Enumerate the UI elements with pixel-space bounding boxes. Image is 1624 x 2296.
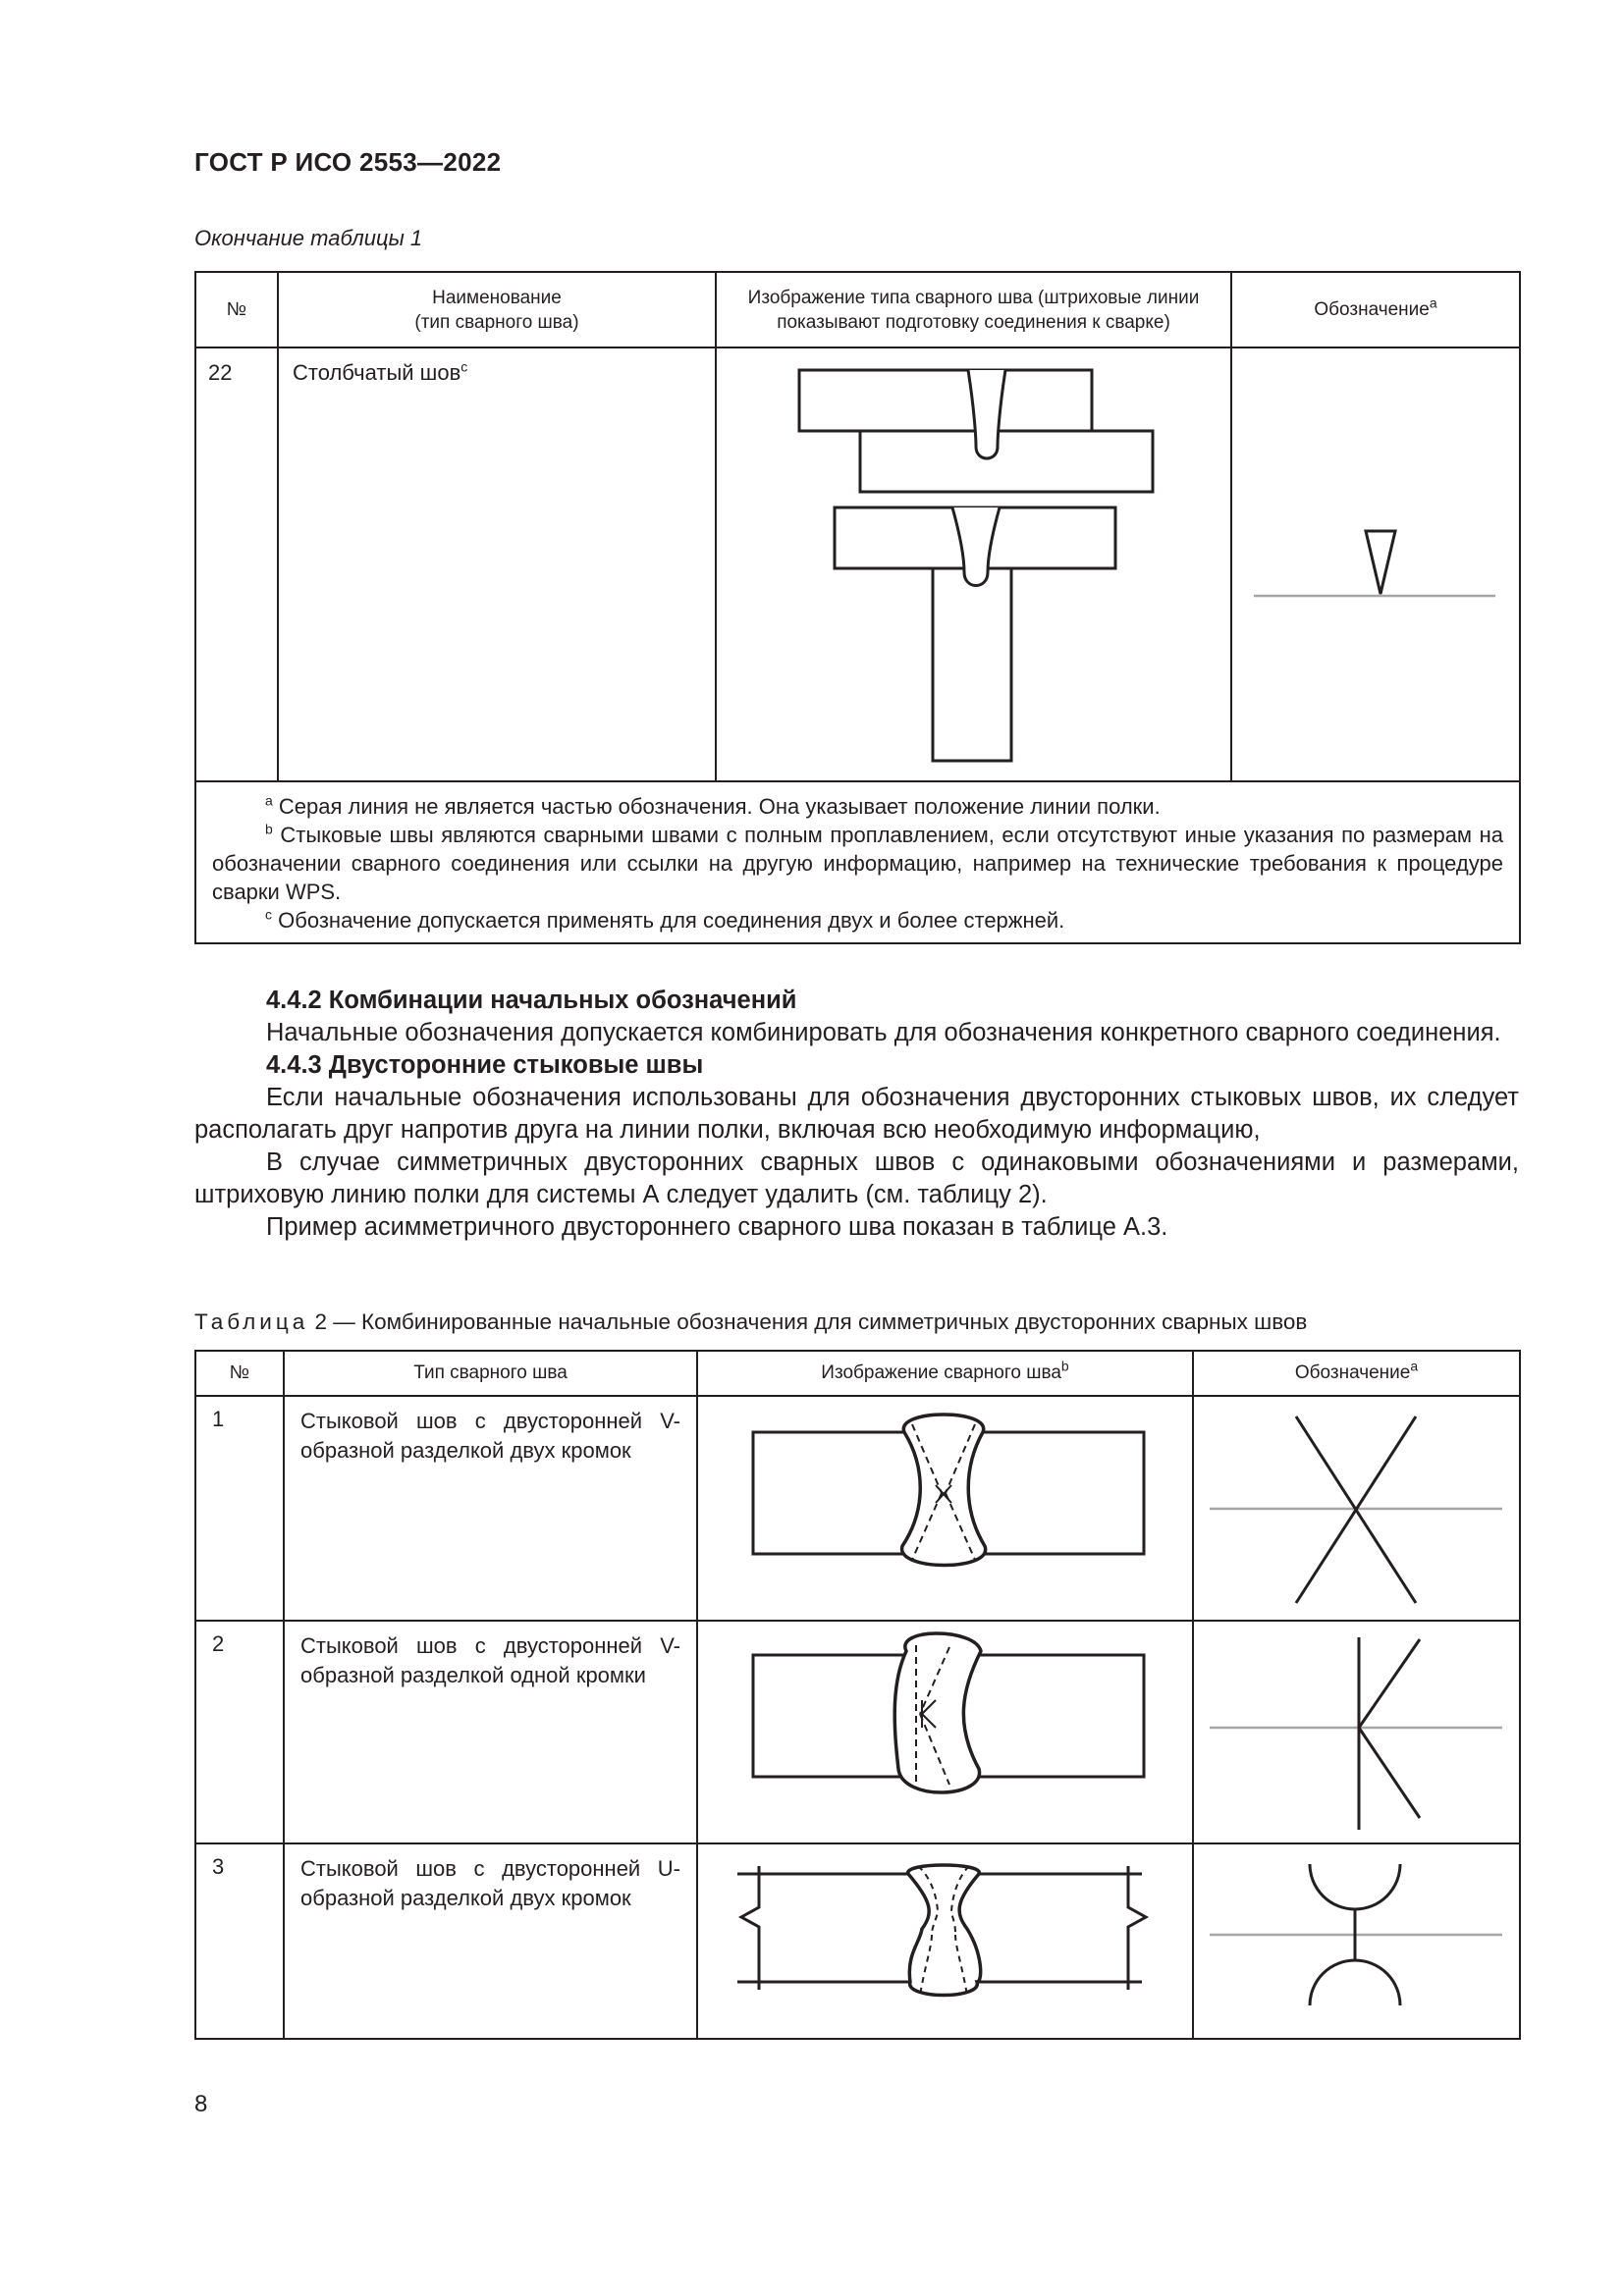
double-v-weld-symbol xyxy=(1194,1397,1517,1620)
table2-col-type: Тип сварного шва xyxy=(284,1351,697,1396)
weld-symbol xyxy=(1231,347,1520,781)
table1-footnotes-row xyxy=(195,781,1520,943)
weld-type: Стыковой шов с двусторонней V-образной разделкой одной кромки xyxy=(284,1621,697,1843)
table1 xyxy=(194,271,1521,944)
row-number: 1 xyxy=(195,1396,284,1621)
weld-symbol xyxy=(1193,1621,1520,1843)
footnote-c: $^c$ Обозначение допускается применять для соединения двух и более стержней. xyxy=(265,906,1065,933)
table1-footnotes xyxy=(195,781,1520,943)
paragraph: Начальные обозначения допускается комбинировать для обозначения конкретного сварного соединения. xyxy=(266,1019,1501,1046)
double-bevel-weld-symbol xyxy=(1194,1622,1517,1842)
weld-image xyxy=(697,1621,1193,1843)
weld-image xyxy=(697,1843,1193,2039)
table2-header-row xyxy=(195,1351,1520,1396)
weld-name: Столбчатый шов$^c$ xyxy=(278,347,716,781)
table-row xyxy=(195,347,1520,781)
plug-weld-symbol xyxy=(1232,348,1517,780)
document-header: ГОСТ Р ИСО 2553—2022 xyxy=(194,147,502,177)
weld-image xyxy=(716,347,1231,781)
double-v-weld-drawing xyxy=(698,1397,1190,1620)
table1-caption: Окончание таблицы 1 xyxy=(194,226,423,250)
section-heading-4-4-2: 4.4.2 Комбинации начальных обозначений xyxy=(266,987,797,1014)
weld-type: Стыковой шов с двусторонней U-образной разделкой двух кромок xyxy=(284,1843,697,2039)
table2-caption: Таблица 2 — Комбинированные начальные обозначения для симметричных двусторонних сварных швов xyxy=(194,1309,1308,1334)
row-number: 2 xyxy=(195,1621,284,1843)
footnote-a: $^a$ Серая линия не является частью обозначения. Она указывает положение линии полки. xyxy=(265,792,1161,819)
row-number: 22 xyxy=(195,347,278,781)
row-number: 3 xyxy=(195,1843,284,2039)
table2 xyxy=(194,1350,1521,2040)
footnote-b: $^b$ Стыковые швы являются сварными швами с полным проплавлением, если отсутствуют иные указания по размерам на обозначении сварного соединения или ссылки на другую информацию, например на технические требования к процедуре сварки WPS. xyxy=(212,821,1504,904)
table2-col-image: Изображение сварного шва$^b$ xyxy=(697,1351,1193,1396)
double-bevel-weld-drawing xyxy=(698,1622,1190,1842)
table1-col-symbol: Обозначение$^a$ xyxy=(1231,272,1520,347)
table1-col-num: № xyxy=(195,272,278,347)
weld-type: Стыковой шов с двусторонней V-образной разделкой двух кромок xyxy=(284,1396,697,1621)
plug-weld-drawing xyxy=(717,348,1228,780)
table1-header-row xyxy=(195,272,1520,347)
weld-image xyxy=(697,1396,1193,1621)
table-row xyxy=(195,1843,1520,2039)
paragraph: Если начальные обозначения использованы для обозначения двусторонних стыковых швов, их следует располагать друг напротив друга на линии полки, включая всю необходимую информацию, xyxy=(194,1084,1519,1144)
table2-col-symbol: Обозначение$^a$ xyxy=(1193,1351,1520,1396)
weld-symbol xyxy=(1193,1396,1520,1621)
double-u-weld-symbol xyxy=(1194,1844,1517,2038)
paragraph: В случае симметричных двусторонних сварных швов с одинаковыми обозначениями и размерами, штриховую линию полки для системы А следует удалить (см. таблицу 2). xyxy=(194,1148,1519,1208)
table1-col-name: Наименование (тип сварного шва) xyxy=(278,272,716,347)
double-u-weld-drawing xyxy=(698,1844,1190,2038)
body-text xyxy=(194,985,1519,1244)
paragraph: Пример асимметричного двустороннего сварного шва показан в таблице А.3. xyxy=(266,1213,1168,1241)
table-row xyxy=(195,1621,1520,1843)
table1-col-image: Изображение типа сварного шва (штриховые линии показывают подготовку соединения к сварке) xyxy=(716,272,1231,347)
table-row xyxy=(195,1396,1520,1621)
weld-symbol xyxy=(1193,1843,1520,2039)
table2-col-num: № xyxy=(195,1351,284,1396)
section-heading-4-4-3: 4.4.3 Двусторонние стыковые швы xyxy=(266,1051,704,1079)
page-number: 8 xyxy=(194,2091,208,2117)
